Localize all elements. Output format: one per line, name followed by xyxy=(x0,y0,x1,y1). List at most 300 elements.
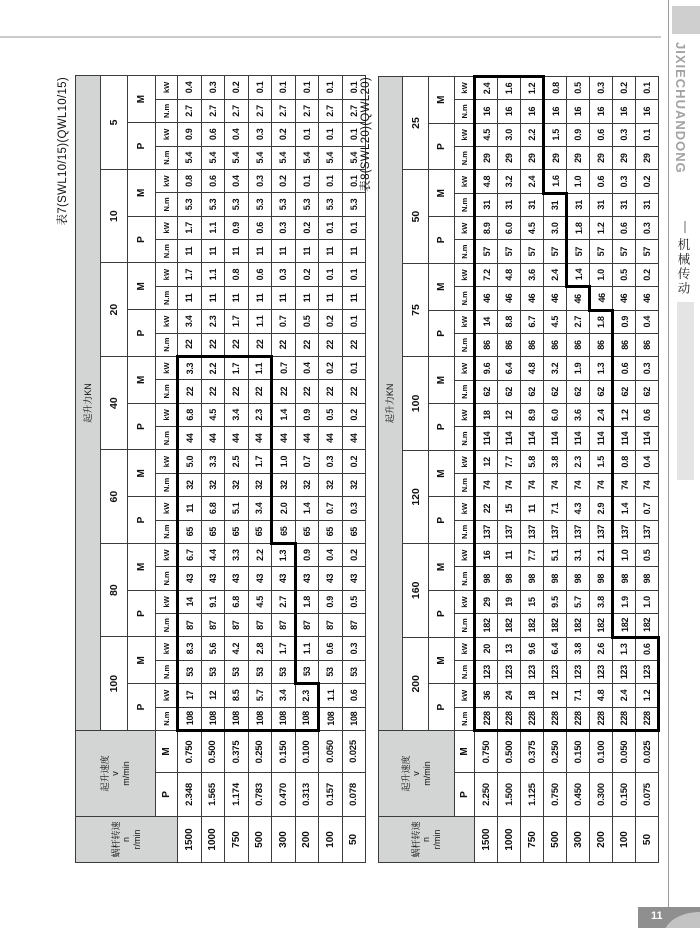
unit-header: kW xyxy=(156,543,178,566)
unit-header: kW xyxy=(455,170,475,193)
data-cell: 44 xyxy=(272,427,296,450)
data-cell: 65 xyxy=(178,520,202,543)
unit-header: N.m xyxy=(455,520,475,543)
data-cell: 3.1 xyxy=(567,544,590,567)
lift-speed-cell: 0.250 xyxy=(544,730,567,772)
data-cell: 2.7 xyxy=(225,99,249,122)
data-cell: 0.1 xyxy=(295,169,319,192)
data-cell: 1.7 xyxy=(225,356,249,379)
data-cell: 0.6 xyxy=(590,123,613,146)
data-cell: 86 xyxy=(544,333,567,356)
data-cell: 0.9 xyxy=(225,216,249,239)
data-cell: 1.0 xyxy=(613,544,636,567)
data-cell: 0.7 xyxy=(272,310,296,333)
data-cell: 0.3 xyxy=(613,170,636,193)
unit-header: N.m xyxy=(455,380,475,403)
table-row xyxy=(544,76,567,862)
pm-header: P xyxy=(128,310,156,357)
pm-header: M xyxy=(128,356,156,403)
data-cell: 0.1 xyxy=(248,76,272,100)
data-cell: 98 xyxy=(590,567,613,590)
data-cell: 87 xyxy=(225,614,249,637)
data-cell: 11 xyxy=(248,240,272,263)
data-cell: 2.3 xyxy=(295,684,319,707)
lift-speed-cell: 1.174 xyxy=(225,772,249,816)
data-cell: 1.2 xyxy=(521,76,544,100)
data-cell: 53 xyxy=(225,660,249,683)
data-cell: 43 xyxy=(225,567,249,590)
data-cell: 46 xyxy=(590,287,613,310)
data-cell: 22 xyxy=(225,380,249,403)
data-cell: 1.2 xyxy=(636,684,659,707)
unit-header: kW xyxy=(156,450,178,473)
data-cell: 16 xyxy=(567,100,590,123)
unit-header: kW xyxy=(156,403,178,426)
data-cell: 5.4 xyxy=(248,146,272,169)
data-cell: 31 xyxy=(544,193,567,216)
data-cell: 44 xyxy=(248,427,272,450)
data-cell: 4.8 xyxy=(498,263,521,286)
data-cell: 29 xyxy=(636,147,659,170)
data-cell: 2.4 xyxy=(613,684,636,707)
data-cell: 1.7 xyxy=(248,450,272,473)
data-cell: 0.3 xyxy=(272,263,296,286)
data-cell: 6.4 xyxy=(544,637,567,660)
page-number-badge xyxy=(638,907,700,928)
pm-header: M xyxy=(128,263,156,310)
data-cell: 9.6 xyxy=(475,357,498,380)
sidebar-section-title: 机械传动 xyxy=(676,238,690,296)
data-cell: 32 xyxy=(342,473,366,496)
data-cell: 17 xyxy=(178,684,202,707)
table-row xyxy=(613,76,636,862)
data-cell: 53 xyxy=(272,660,296,683)
data-cell: 18 xyxy=(475,403,498,426)
unit-header: kW xyxy=(455,310,475,333)
data-cell: 137 xyxy=(475,520,498,543)
table-title: 表7(SWL10/15)(QWL10/15) xyxy=(57,77,69,226)
data-cell: 98 xyxy=(521,567,544,590)
unit-header: N.m xyxy=(156,567,178,590)
data-cell: 57 xyxy=(613,240,636,263)
data-cell: 9.1 xyxy=(201,590,225,613)
data-cell: 1.5 xyxy=(544,123,567,146)
data-cell: 3.0 xyxy=(544,217,567,240)
data-cell: 1.7 xyxy=(225,310,249,333)
data-cell: 4.5 xyxy=(201,403,225,426)
pm-header: M xyxy=(128,169,156,216)
data-cell: 123 xyxy=(475,660,498,683)
data-cell: 12 xyxy=(544,684,567,707)
table-8-swl20 xyxy=(358,75,658,863)
worm-speed-cell: 500 xyxy=(544,817,567,863)
data-cell: 31 xyxy=(498,193,521,216)
data-cell: 32 xyxy=(178,473,202,496)
data-cell: 114 xyxy=(544,427,567,450)
data-cell: 87 xyxy=(295,614,319,637)
data-cell: 98 xyxy=(567,567,590,590)
sidebar-top-block xyxy=(672,6,700,34)
lift-speed-cell: 0.078 xyxy=(342,772,366,816)
data-cell: 2.7 xyxy=(342,99,366,122)
pm-header: M xyxy=(429,450,455,497)
data-cell: 11 xyxy=(521,497,544,520)
data-cell: 98 xyxy=(475,567,498,590)
unit-header: kW xyxy=(455,590,475,613)
data-cell: 44 xyxy=(201,427,225,450)
unit-header: N.m xyxy=(455,287,475,310)
unit-header: N.m xyxy=(156,380,178,403)
data-cell: 0.1 xyxy=(342,123,366,146)
load-header: 50 xyxy=(403,170,429,263)
data-cell: 0.3 xyxy=(248,123,272,146)
data-cell: 43 xyxy=(295,567,319,590)
data-cell: 11 xyxy=(272,240,296,263)
data-cell: 5.4 xyxy=(319,146,343,169)
data-cell: 5.3 xyxy=(295,193,319,216)
data-cell: 114 xyxy=(613,427,636,450)
data-cell: 1.1 xyxy=(201,216,225,239)
data-cell: 3.8 xyxy=(567,637,590,660)
data-cell: 32 xyxy=(272,473,296,496)
load-header: 100 xyxy=(101,637,128,731)
data-cell: 62 xyxy=(590,380,613,403)
data-cell: 11 xyxy=(272,286,296,309)
data-cell: 182 xyxy=(521,614,544,637)
data-cell: 0.4 xyxy=(636,450,659,473)
data-cell: 5.4 xyxy=(342,146,366,169)
lift-speed-cell: 0.100 xyxy=(295,730,319,772)
data-cell: 123 xyxy=(613,660,636,683)
data-cell: 0.1 xyxy=(342,169,366,192)
data-cell: 44 xyxy=(225,427,249,450)
data-cell: 0.5 xyxy=(319,403,343,426)
worm-speed-cell: 1500 xyxy=(178,816,202,862)
lift-speed-cell: 0.470 xyxy=(272,772,296,816)
data-cell: 43 xyxy=(248,567,272,590)
data-cell: 114 xyxy=(521,427,544,450)
data-cell: 11 xyxy=(225,240,249,263)
pm-header: M xyxy=(429,544,455,591)
data-cell: 137 xyxy=(590,520,613,543)
data-cell: 7.2 xyxy=(475,263,498,286)
data-cell: 0.2 xyxy=(613,76,636,100)
data-cell: 22 xyxy=(225,333,249,356)
speed-header: 起升速度 v m/min xyxy=(76,730,156,816)
data-cell: 22 xyxy=(201,380,225,403)
lift-speed-cell: 0.157 xyxy=(319,772,343,816)
data-cell: 62 xyxy=(613,380,636,403)
table-row xyxy=(498,76,521,862)
data-cell: 32 xyxy=(319,473,343,496)
data-cell: 0.4 xyxy=(178,76,202,100)
data-cell: 0.2 xyxy=(319,310,343,333)
unit-header: kW xyxy=(156,123,178,146)
data-cell: 29 xyxy=(475,590,498,613)
data-cell: 2.6 xyxy=(590,637,613,660)
data-cell: 44 xyxy=(178,427,202,450)
data-cell: 3.3 xyxy=(225,543,249,566)
data-cell: 29 xyxy=(590,147,613,170)
unit-header: kW xyxy=(156,169,178,192)
data-cell: 3.4 xyxy=(178,310,202,333)
data-cell: 1.3 xyxy=(272,543,296,566)
load-header: 160 xyxy=(403,544,429,637)
data-cell: 5.0 xyxy=(178,450,202,473)
lift-speed-cell: 2.250 xyxy=(475,773,498,817)
data-cell: 0.9 xyxy=(567,123,590,146)
pm-header: P xyxy=(128,216,156,263)
data-cell: 43 xyxy=(201,567,225,590)
data-cell: 1.9 xyxy=(613,590,636,613)
data-cell: 5.4 xyxy=(272,146,296,169)
speed-sub-header: P xyxy=(455,773,475,817)
data-cell: 182 xyxy=(544,614,567,637)
data-cell: 0.2 xyxy=(295,263,319,286)
data-cell: 65 xyxy=(225,520,249,543)
data-cell: 2.7 xyxy=(248,99,272,122)
pm-header: M xyxy=(128,637,156,684)
data-cell: 1.4 xyxy=(567,263,590,286)
data-cell: 1.7 xyxy=(178,216,202,239)
data-cell: 74 xyxy=(567,474,590,497)
data-cell: 43 xyxy=(178,567,202,590)
lift-speed-cell: 0.300 xyxy=(590,773,613,817)
data-cell: 43 xyxy=(272,567,296,590)
data-cell: 5.7 xyxy=(567,590,590,613)
data-cell: 123 xyxy=(567,660,590,683)
data-cell: 44 xyxy=(319,427,343,450)
data-cell: 5.3 xyxy=(225,193,249,216)
data-cell: 62 xyxy=(567,380,590,403)
data-cell: 182 xyxy=(567,614,590,637)
unit-header: N.m xyxy=(455,567,475,590)
data-cell: 108 xyxy=(178,707,202,730)
table-row xyxy=(248,76,272,863)
data-cell: 0.6 xyxy=(342,684,366,707)
data-cell: 1.4 xyxy=(295,497,319,520)
data-cell: 86 xyxy=(498,333,521,356)
data-cell: 11 xyxy=(248,286,272,309)
data-cell: 108 xyxy=(272,707,296,730)
data-cell: 0.1 xyxy=(272,76,296,100)
table-row xyxy=(590,76,613,862)
force-header: 起升力KN xyxy=(76,76,101,731)
worm-speed-cell: 200 xyxy=(295,816,319,862)
data-cell: 86 xyxy=(567,333,590,356)
worm-speed-cell: 1000 xyxy=(498,817,521,863)
unit-header: N.m xyxy=(455,707,475,730)
data-cell: 12 xyxy=(201,684,225,707)
data-cell: 46 xyxy=(498,287,521,310)
load-header: 80 xyxy=(101,543,128,637)
worm-speed-cell: 1500 xyxy=(475,817,498,863)
data-cell: 31 xyxy=(590,193,613,216)
data-cell: 24 xyxy=(498,684,521,707)
data-cell: 32 xyxy=(201,473,225,496)
lift-speed-cell: 0.150 xyxy=(567,730,590,772)
data-cell: 53 xyxy=(342,660,366,683)
data-cell: 1.8 xyxy=(567,217,590,240)
data-cell: 98 xyxy=(544,567,567,590)
data-cell: 31 xyxy=(521,193,544,216)
data-cell: 57 xyxy=(636,240,659,263)
data-cell: 57 xyxy=(475,240,498,263)
load-header: 100 xyxy=(403,357,429,450)
pm-header: M xyxy=(128,543,156,590)
data-cell: 0.1 xyxy=(319,76,343,100)
unit-header: kW xyxy=(455,544,475,567)
data-cell: 123 xyxy=(636,660,659,683)
data-cell: 22 xyxy=(342,333,366,356)
data-cell: 0.1 xyxy=(319,216,343,239)
data-cell: 137 xyxy=(636,520,659,543)
data-cell: 11 xyxy=(295,240,319,263)
data-cell: 0.9 xyxy=(295,403,319,426)
data-cell: 0.2 xyxy=(342,543,366,566)
data-cell: 0.2 xyxy=(342,450,366,473)
data-cell: 228 xyxy=(567,707,590,730)
data-cell: 137 xyxy=(498,520,521,543)
unit-header: N.m xyxy=(455,193,475,216)
unit-header: N.m xyxy=(156,333,178,356)
data-cell: 7.7 xyxy=(498,450,521,473)
data-cell: 2.2 xyxy=(248,543,272,566)
data-cell: 114 xyxy=(636,427,659,450)
unit-header: N.m xyxy=(156,240,178,263)
badge-swoosh xyxy=(664,912,700,928)
data-cell: 4.4 xyxy=(201,543,225,566)
data-cell: 2.4 xyxy=(590,403,613,426)
data-cell: 14 xyxy=(475,310,498,333)
data-cell: 2.1 xyxy=(590,544,613,567)
unit-header: N.m xyxy=(455,660,475,683)
data-cell: 87 xyxy=(272,614,296,637)
data-cell: 0.2 xyxy=(319,356,343,379)
data-cell: 22 xyxy=(475,497,498,520)
data-cell: 0.6 xyxy=(201,169,225,192)
unit-header: N.m xyxy=(156,614,178,637)
data-cell: 0.1 xyxy=(342,310,366,333)
data-cell: 228 xyxy=(613,707,636,730)
data-cell: 182 xyxy=(636,614,659,637)
speed-header: 起升速度 v m/min xyxy=(379,730,455,816)
data-cell: 16 xyxy=(590,100,613,123)
data-cell: 57 xyxy=(521,240,544,263)
data-cell: 6.0 xyxy=(498,217,521,240)
data-cell: 1.1 xyxy=(319,684,343,707)
data-cell: 4.3 xyxy=(567,497,590,520)
data-cell: 74 xyxy=(475,474,498,497)
table-row xyxy=(319,76,343,863)
data-cell: 1.5 xyxy=(590,450,613,473)
worm-speed-cell: 50 xyxy=(636,817,659,863)
data-cell: 11 xyxy=(319,240,343,263)
data-cell: 22 xyxy=(272,333,296,356)
data-cell: 19 xyxy=(498,590,521,613)
lift-speed-cell: 0.100 xyxy=(590,730,613,772)
lift-speed-cell: 0.750 xyxy=(544,773,567,817)
unit-header: N.m xyxy=(156,427,178,450)
data-cell: 3.8 xyxy=(590,590,613,613)
data-cell: 6.8 xyxy=(225,590,249,613)
data-cell: 0.3 xyxy=(272,216,296,239)
data-cell: 0.7 xyxy=(636,497,659,520)
speed-sub-header: M xyxy=(455,730,475,772)
table-row xyxy=(272,76,296,863)
data-cell: 114 xyxy=(567,427,590,450)
data-cell: 62 xyxy=(636,380,659,403)
table-row xyxy=(295,76,319,863)
data-cell: 22 xyxy=(248,380,272,403)
data-cell: 3.6 xyxy=(567,403,590,426)
data-cell: 43 xyxy=(319,567,343,590)
data-cell: 0.2 xyxy=(636,263,659,286)
data-cell: 4.5 xyxy=(544,310,567,333)
data-cell: 0.3 xyxy=(613,123,636,146)
data-cell: 2.7 xyxy=(319,99,343,122)
unit-header: kW xyxy=(455,450,475,473)
data-cell: 46 xyxy=(475,287,498,310)
data-cell: 4.8 xyxy=(590,684,613,707)
load-header: 75 xyxy=(403,263,429,356)
data-cell: 1.0 xyxy=(272,450,296,473)
data-cell: 62 xyxy=(521,380,544,403)
data-cell: 0.1 xyxy=(295,123,319,146)
unit-header: N.m xyxy=(156,286,178,309)
table-row xyxy=(475,76,498,862)
unit-header: kW xyxy=(156,356,178,379)
table-row xyxy=(636,76,659,862)
data-cell: 16 xyxy=(613,100,636,123)
data-cell: 0.3 xyxy=(590,76,613,100)
table-row xyxy=(567,76,590,862)
data-cell: 2.7 xyxy=(272,99,296,122)
lift-speed-cell: 0.050 xyxy=(319,730,343,772)
data-cell: 87 xyxy=(201,614,225,637)
data-cell: 108 xyxy=(319,707,343,730)
data-cell: 4.5 xyxy=(521,217,544,240)
data-cell: 1.1 xyxy=(248,310,272,333)
corner-header: 蜗杆转速 n r/min xyxy=(76,816,178,862)
data-cell: 114 xyxy=(590,427,613,450)
data-cell: 1.8 xyxy=(590,310,613,333)
data-cell: 2.4 xyxy=(475,76,498,100)
unit-header: kW xyxy=(455,263,475,286)
pm-header: M xyxy=(128,450,156,497)
data-cell: 0.7 xyxy=(295,450,319,473)
data-cell: 32 xyxy=(295,473,319,496)
data-cell: 18 xyxy=(521,684,544,707)
data-cell: 65 xyxy=(342,520,366,543)
pm-header: P xyxy=(429,590,455,637)
data-cell: 11 xyxy=(178,497,202,520)
data-cell: 1.7 xyxy=(272,637,296,660)
data-cell: 46 xyxy=(636,287,659,310)
data-cell: 1.4 xyxy=(613,497,636,520)
unit-header: kW xyxy=(455,403,475,426)
data-cell: 7.7 xyxy=(521,544,544,567)
data-cell: 16 xyxy=(544,100,567,123)
unit-header: N.m xyxy=(455,240,475,263)
data-cell: 0.2 xyxy=(295,216,319,239)
data-cell: 86 xyxy=(613,333,636,356)
data-cell: 53 xyxy=(178,660,202,683)
data-cell: 2.9 xyxy=(590,497,613,520)
unit-header: kW xyxy=(156,497,178,520)
unit-header: N.m xyxy=(156,707,178,730)
worm-speed-cell: 300 xyxy=(567,817,590,863)
